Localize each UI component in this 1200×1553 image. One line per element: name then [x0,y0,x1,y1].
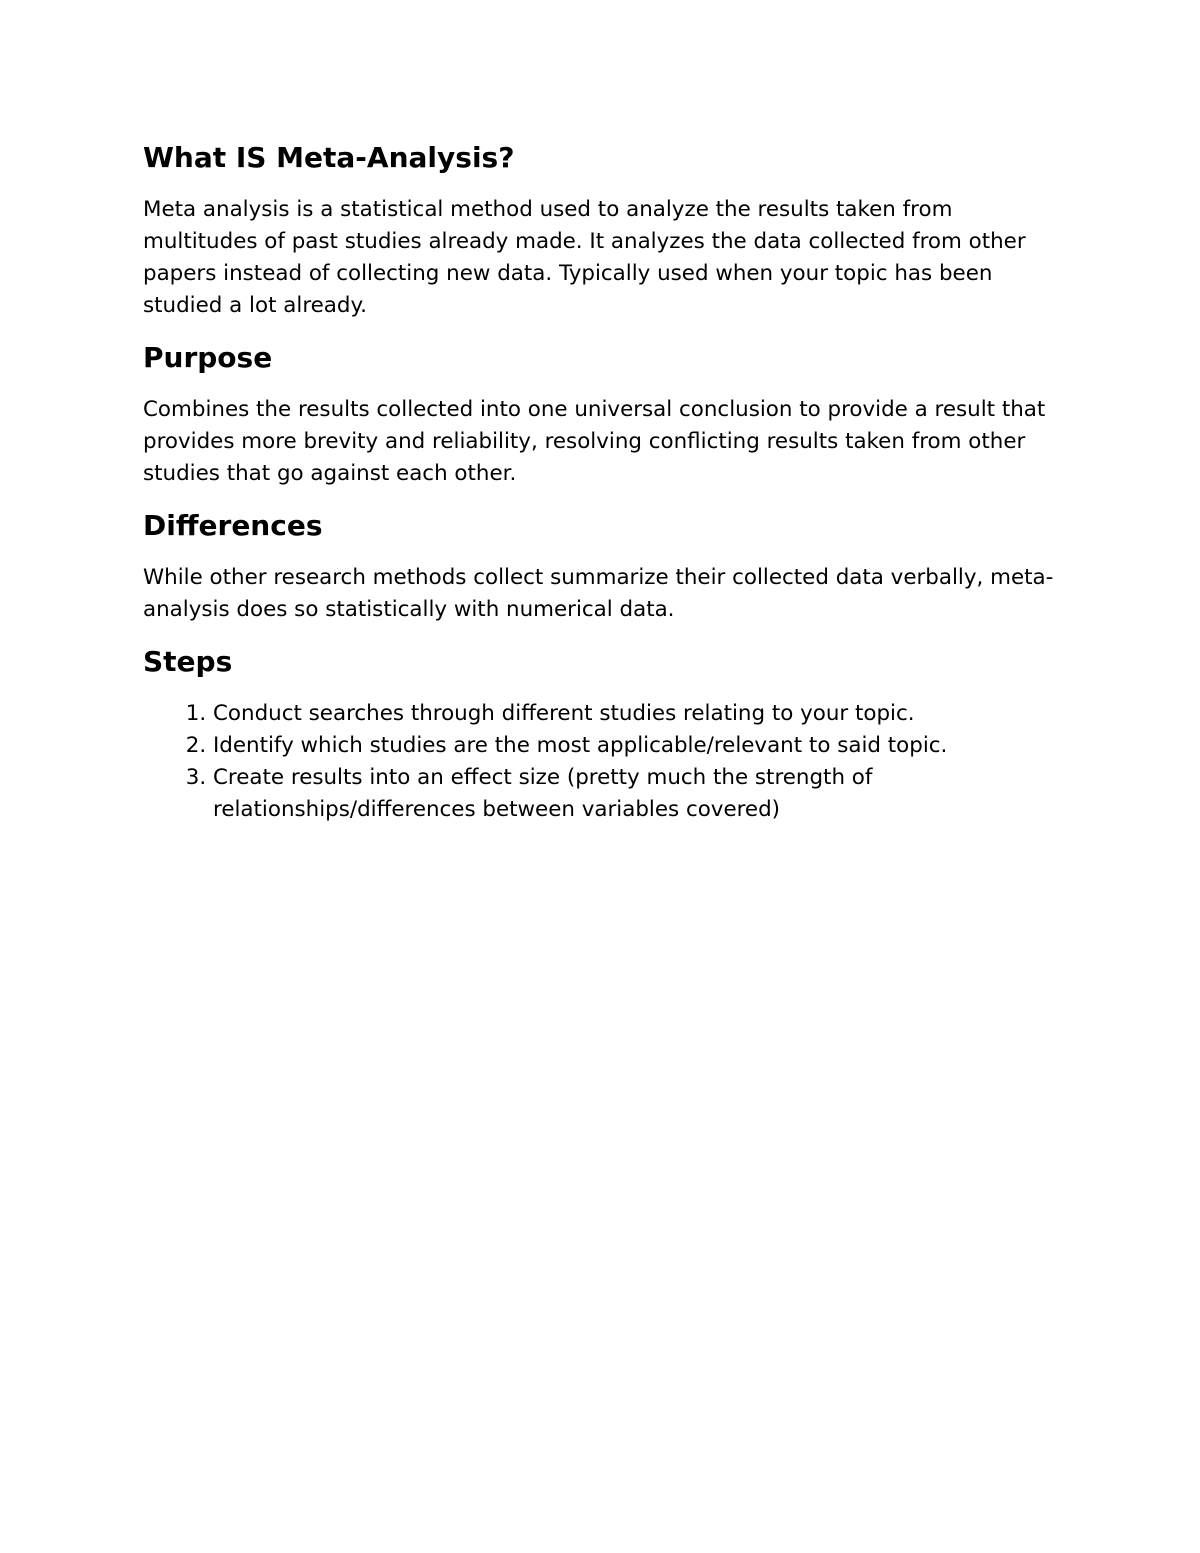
steps-list [143,698,1063,826]
heading-steps: Steps [143,645,233,678]
paragraph-purpose: Combines the results collected into one universal conclusion to provide a result that provides more brevity and reliability, resolving conflicting results taken from other studies that go against each other. [143,397,1046,486]
list-item: 3. Create results into an effect size (pretty much the strength of relationships/differences between variables covered) [213,762,1063,826]
heading-what-is-meta-analysis: What IS Meta-Analysis? [143,141,515,174]
document-content [143,138,1063,826]
paragraph-differences: While other research methods collect summarize their collected data verbally, meta-analysis does so statistically with numerical data. [143,565,1054,622]
list-item: 1. Conduct searches through different studies relating to your topic. [213,698,1063,730]
paragraph-definition: Meta analysis is a statistical method used to analyze the results taken from multitudes of past studies already made. It analyzes the data collected from other papers instead of collecting new data. Typically used when your topic has been studied a lot already. [143,197,1026,318]
heading-purpose: Purpose [143,341,273,374]
heading-differences: Differences [143,509,323,542]
list-item: 2. Identify which studies are the most applicable/relevant to said topic. [213,730,1063,762]
